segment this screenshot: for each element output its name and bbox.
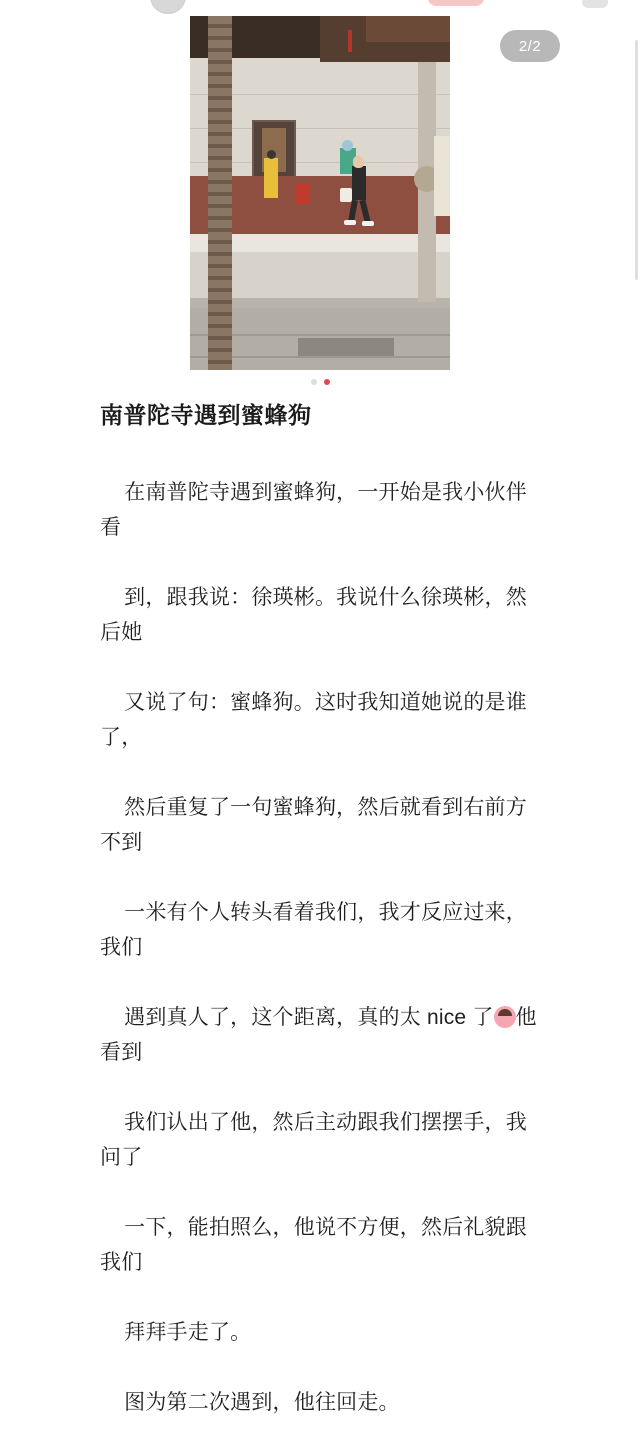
image-person-yellow — [264, 158, 278, 198]
avatar[interactable] — [150, 0, 186, 14]
post-body-line-6: 遇到真人了，这个距离，真的太 nice 了 — [124, 1006, 494, 1029]
image-counter-badge: 2/2 — [500, 30, 560, 62]
post-body-line-4: 然后重复了一句蜜蜂狗，然后就看到右前方不到 — [100, 796, 527, 854]
image-person-yellow-head — [267, 150, 276, 159]
post-body-line-7: 他看到 — [100, 1006, 537, 1064]
image-person-main-shoe — [362, 221, 374, 226]
blush-emoji-icon — [494, 1006, 516, 1028]
image-person-green-head — [342, 140, 353, 151]
image-person-main — [352, 166, 366, 200]
carousel-dot-1[interactable] — [311, 379, 317, 385]
share-button[interactable] — [582, 0, 608, 8]
post-image[interactable] — [190, 16, 450, 370]
post-body-line-2: 到，跟我说：徐瑛彬。我说什么徐瑛彬，然后她 — [100, 586, 527, 644]
vertical-scrollbar[interactable] — [635, 40, 638, 280]
image-person-main-shoe — [344, 220, 356, 225]
post-body-text — [100, 440, 540, 1455]
carousel-dots[interactable] — [190, 374, 450, 390]
post-body-line-5: 一米有个人转头看着我们，我才反应过来，我们 — [100, 901, 527, 959]
follow-button[interactable] — [428, 0, 484, 6]
post-body-line-10: 拜拜手走了。 — [124, 1321, 252, 1344]
post-body-line-11: 图为第二次遇到，他往回走。 — [124, 1391, 400, 1414]
image-person-bag — [340, 188, 352, 202]
image-person-main-head — [353, 156, 364, 168]
top-partial-header — [0, 0, 640, 12]
post-body-line-8: 我们认出了他，然后主动跟我们摆摆手，我问了 — [100, 1111, 527, 1169]
image-red-box — [296, 184, 310, 204]
carousel-dot-2[interactable] — [324, 379, 330, 385]
post-body-line-3: 又说了句：蜜蜂狗。这时我知道她说的是谁了， — [100, 691, 527, 749]
image-roof-beam — [366, 16, 450, 42]
image-curtain — [434, 136, 450, 216]
post-body-line-9: 一下，能拍照么，他说不方便，然后礼貌跟我们 — [100, 1216, 527, 1274]
page-title: 南普陀寺遇到蜜蜂狗 — [100, 402, 312, 428]
image-drain-grate — [298, 338, 394, 356]
post-body-line-1: 在南普陀寺遇到蜜蜂狗，一开始是我小伙伴看 — [100, 481, 527, 539]
image-red-hanger — [348, 30, 352, 52]
image-wooden-pillar — [208, 16, 232, 370]
